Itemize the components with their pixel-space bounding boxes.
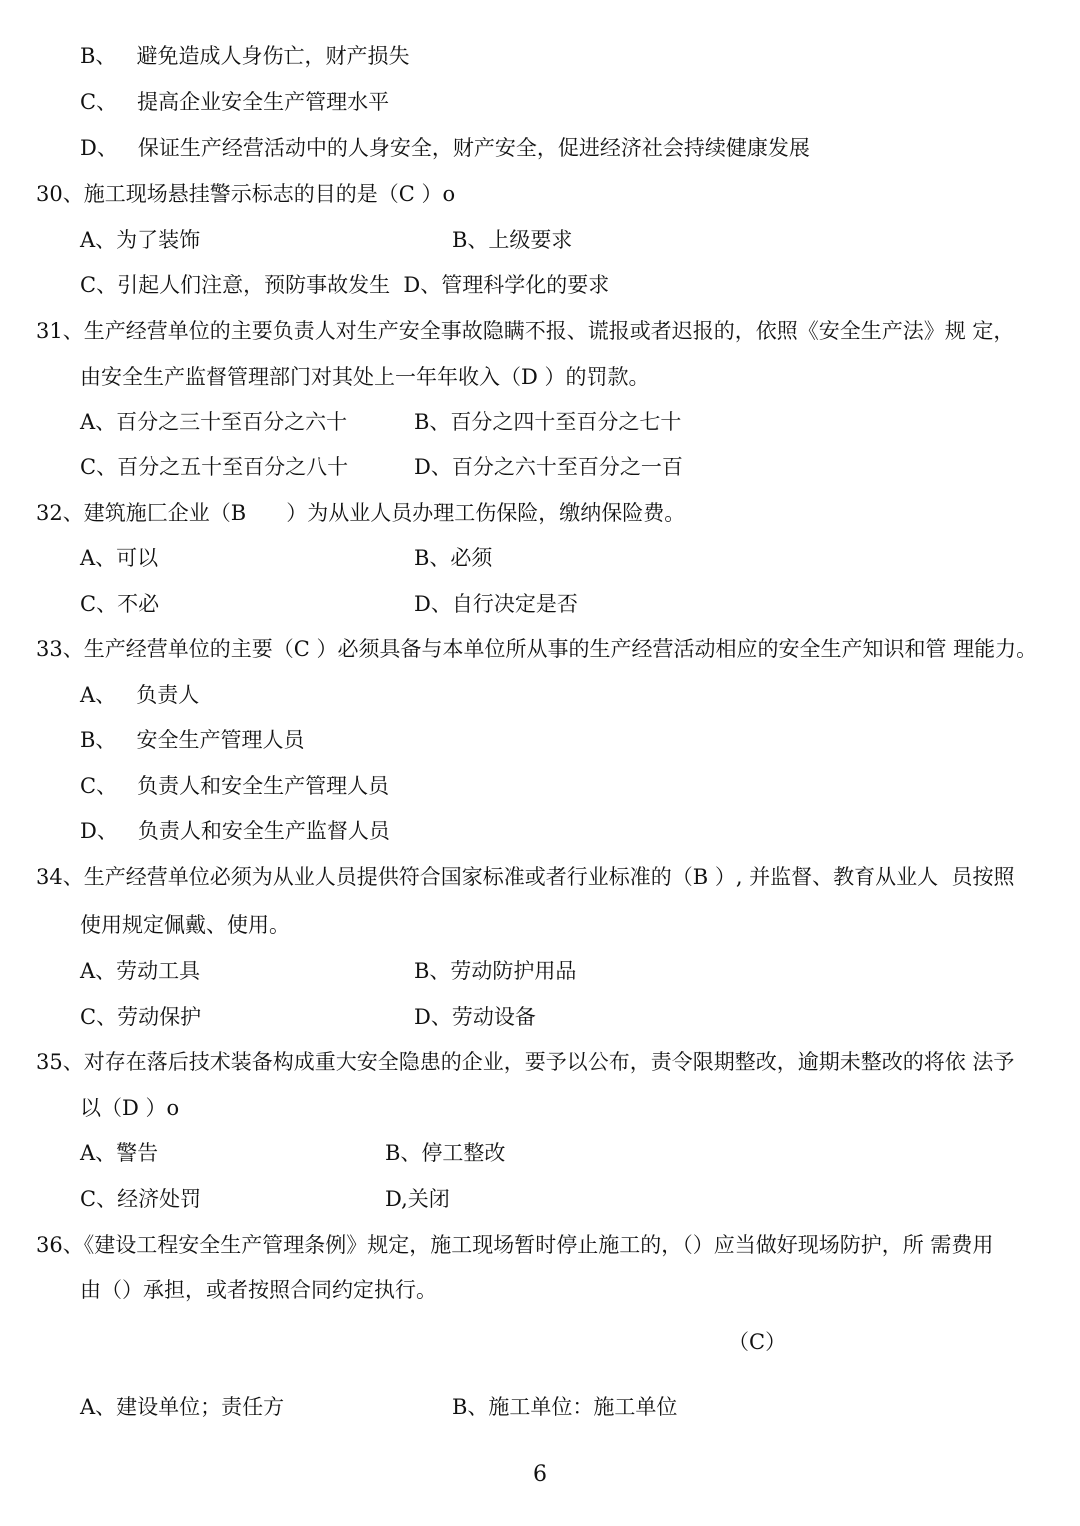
q34-option-c: C、劳动保护 — [80, 1005, 202, 1029]
q36-stem-line1: 36、《建设工程安全生产管理条例》规定，施工现场暂时停止施工的，（）应当做好现场防护，所 需费用 — [36, 1233, 994, 1257]
q32-option-c: C、不必 — [80, 592, 160, 616]
q32-option-a: A、可以 — [80, 546, 159, 570]
q34-option-a: A、劳动工具 — [80, 959, 201, 983]
q35-stem-line1: 35、对存在落后技术装备构成重大安全隐患的企业，要予以公布，责令限期整改，逾期未整改的将依 法予 — [36, 1050, 1015, 1074]
q29-option-b: B、 避免造成人身伤亡，财产损失 — [80, 44, 410, 68]
q30-option-b: B、上级要求 — [452, 228, 573, 252]
q29-option-d: D、 保证生产经营活动中的人身安全，财产安全，促进经济社会持续健康发展 — [80, 136, 810, 160]
q35-option-a: A、警告 — [80, 1141, 159, 1165]
q34-option-d: D、劳动设备 — [414, 1005, 536, 1029]
q36-stem-line2: 由（）承担，或者按照合同约定执行。 — [80, 1278, 437, 1302]
q35-option-c: C、经济处罚 — [80, 1187, 202, 1211]
q31-stem-line1: 31、生产经营单位的主要负责人对生产安全事故隐瞒不报、谎报或者迟报的，依照《安全生产法》规 定， — [36, 319, 1015, 343]
q34-stem-line2: 使用规定佩戴、使用。 — [80, 913, 290, 937]
q32-option-d: D、自行决定是否 — [414, 592, 578, 616]
q29-option-c: C、 提高企业安全生产管理水平 — [80, 90, 390, 114]
q32-stem: 32、建筑施匚企业（B ）为从业人员办理工伤保险，缴纳保险费。 — [36, 501, 686, 525]
q30-option-a: A、为了装饰 — [80, 228, 201, 252]
q31-option-c: C、百分之五十至百分之八十 — [80, 455, 349, 479]
q30-option-cd: C、引起人们注意，预防事故发生 D、管理科学化的要求 — [80, 273, 610, 297]
q35-option-d: D,关闭 — [385, 1187, 450, 1211]
q36-option-a: A、建设单位；责任方 — [80, 1395, 285, 1419]
q33-stem: 33、生产经营单位的主要（C ）必须具备与本单位所从事的生产经营活动相应的安全生产知识和管 理能力。 — [36, 637, 1038, 661]
q34-option-b: B、劳动防护用品 — [414, 959, 577, 983]
q34-stem-line1: 34、生产经营单位必须为从业人员提供符合国家标准或者行业标准的（B ）, 并监督、教育从业人 员按照 — [36, 865, 1015, 889]
q33-option-d: D、 负责人和安全生产监督人员 — [80, 819, 390, 843]
q33-option-b: B、 安全生产管理人员 — [80, 728, 305, 752]
q36-answer: （C） — [728, 1330, 787, 1354]
q30-stem: 30、施工现场悬挂警示标志的目的是（C ）o — [36, 182, 456, 206]
q31-stem-line2: 由安全生产监督管理部门对其处上一年年收入（D ）的罚款。 — [80, 365, 650, 389]
q31-option-d: D、百分之六十至百分之一百 — [414, 455, 683, 479]
q33-option-a: A、 负责人 — [80, 683, 200, 707]
q35-stem-line2: 以（D ）o — [80, 1096, 180, 1120]
q31-option-b: B、百分之四十至百分之七十 — [414, 410, 682, 434]
q32-option-b: B、必须 — [414, 546, 493, 570]
q36-option-b: B、施工单位：施工单位 — [452, 1395, 678, 1419]
q31-option-a: A、百分之三十至百分之六十 — [80, 410, 348, 434]
q33-option-c: C、 负责人和安全生产管理人员 — [80, 774, 390, 798]
page-number: 6 — [533, 1462, 547, 1487]
q35-option-b: B、停工整改 — [385, 1141, 506, 1165]
